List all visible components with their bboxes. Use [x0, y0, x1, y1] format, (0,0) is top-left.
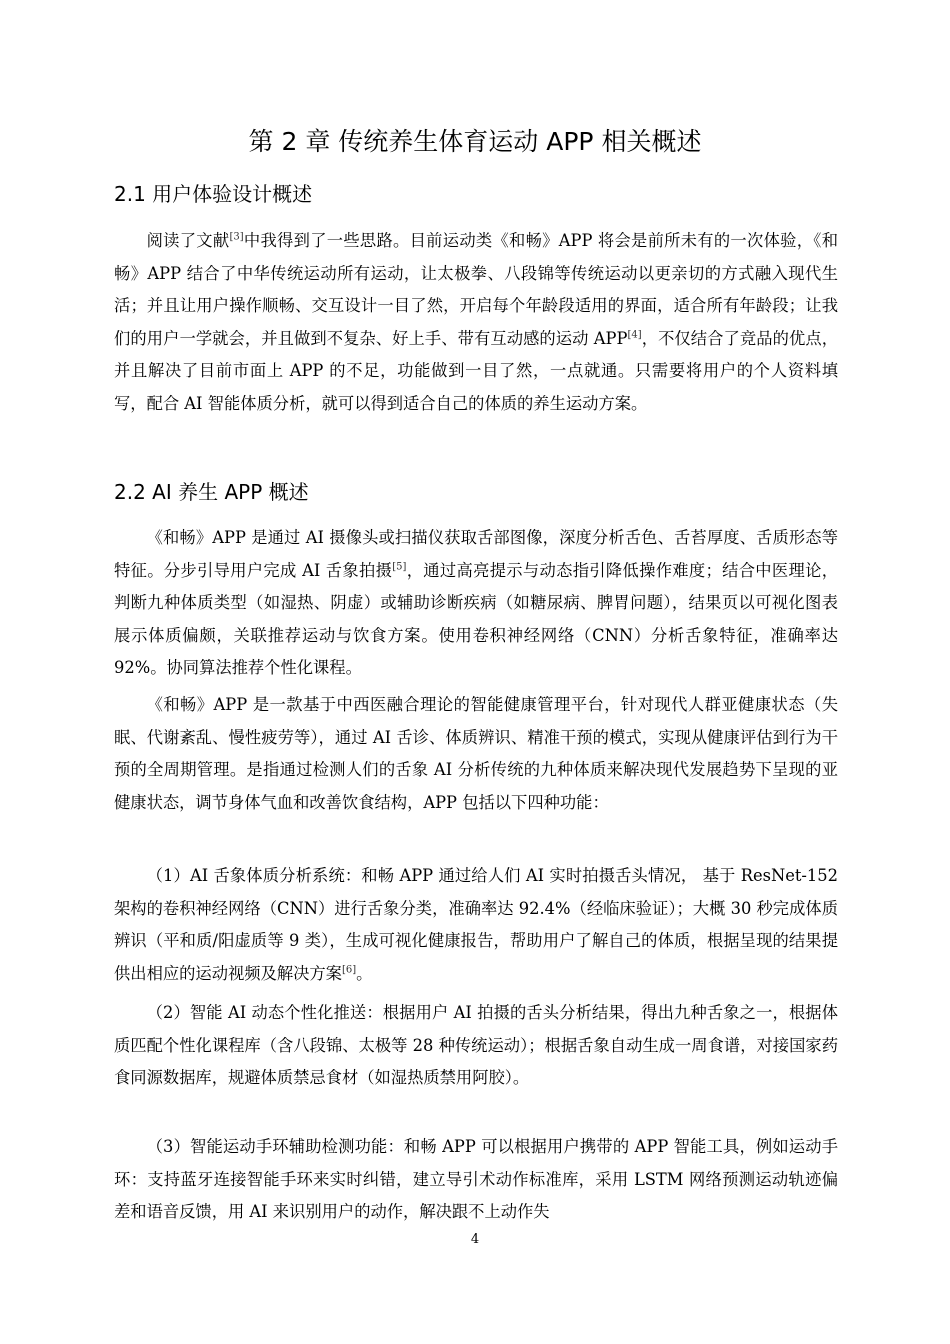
citation-ref: [4]: [627, 329, 642, 341]
chapter-title: 第 2 章 传统养生体育运动 APP 相关概述: [248, 127, 702, 156]
list-item-1: [114, 860, 838, 990]
paragraph-text: 《和畅》APP 是通过 AI 摄像头或扫描仪获取舌部图像，深度分析舌色、舌苔厚度、舌质形态等特征。分步引导用户完成 AI 舌象拍摄: [114, 528, 838, 580]
paragraph-text: ，通过高亮提示与动态指引降低操作难度；结合中医理论，判断九种体质类型（如湿热、阴虚）或辅助诊断疾病（如糖尿病、脾胃问题），结果页以可视化图表展示体质偏颇，关联推荐运动与饮食方案。使用卷积神经网络（CNN）分析舌象特征，准确率达 92%。协同算法推荐个性化课程。: [114, 560, 838, 678]
page-number: 4: [470, 1232, 480, 1247]
paragraph-text: 。: [356, 963, 373, 983]
paragraph-ai-tongue-analysis: [114, 522, 838, 685]
paragraph-text: 阅读了文献: [146, 231, 230, 250]
paragraph-text: （1）AI 舌象体质分析系统：和畅 APP 通过给人们 AI 实时拍摄舌头情况， 基于 ResNet-152 架构的卷积神经网络（CNN）进行舌象分类，准确率达 92.4%（经临床验证）；大概 30 秒完成体质辨识（平和质/阳虚质等 9 类），生成可视化健康报告，帮助用户了解自己的体质，根据呈现的结果提供出相应的运动视频及解决方案: [114, 866, 838, 983]
list-item-3: （3）智能运动手环辅助检测功能：和畅 APP 可以根据用户携带的 APP 智能工具，例如运动手环：支持蓝牙连接智能手环来实时纠错，建立导引术动作标准库，采用 LSTM 网络预测运动轨迹偏差和语音反馈，用 AI 来识别用户的动作，解决跟不上动作失: [114, 1137, 838, 1222]
citation-ref: [3]: [229, 231, 244, 243]
section-heading-2-1: 2.1 用户体验设计概述: [114, 182, 313, 206]
citation-ref: [5]: [392, 561, 407, 573]
paragraph-text: 中我得到了一些思路。目前运动类《和畅》APP 将会是前所未有的一次体验，《和畅》APP 结合了中华传统运动所有运动，让太极拳、八段锦等传统运动以更亲切的方式融入现代生活；并且让用户操作顺畅、交互设计一目了然，开启每个年龄段适用的界面，适合所有年龄段；让我们的用户一学就会，并且做到不复杂、好上手、带有互动感的运动 APP: [114, 231, 838, 348]
section-heading-2-2: 2.2 AI 养生 APP 概述: [114, 480, 309, 504]
paragraph-user-experience: [114, 225, 838, 421]
paragraph-text: ，不仅结合了竞品的优点，并且解决了目前市面上 APP 的不足，功能做到一目了然，一点就通。只需要将用户的个人资料填写，配合 AI 智能体质分析，就可以得到适合自己的体质的养生运动方案。: [114, 328, 838, 413]
list-item-2: （2）智能 AI 动态个性化推送：根据用户 AI 拍摄的舌头分析结果，得出九种舌象之一，根据体质匹配个性化课程库（含八段锦、太极等 28 种传统运动）；根据舌象自动生成一周食谱，对接国家药食同源数据库，规避体质禁忌食材（如湿热质禁用阿胶）。: [114, 1003, 838, 1088]
citation-ref: [6]: [341, 964, 357, 976]
paragraph-platform-overview: 《和畅》APP 是一款基于中西医融合理论的智能健康管理平台，针对现代人群亚健康状态（失眠、代谢紊乱、慢性疲劳等），通过 AI 舌诊、体质辨识、精准干预的模式，实现从健康评估到行为干预的全周期管理。是指通过检测人们的舌象 AI 分析传统的九种体质来解决现代发展趋势下呈现的亚健康状态，调节身体气血和改善饮食结构，APP 包括以下四种功能：: [114, 695, 838, 812]
